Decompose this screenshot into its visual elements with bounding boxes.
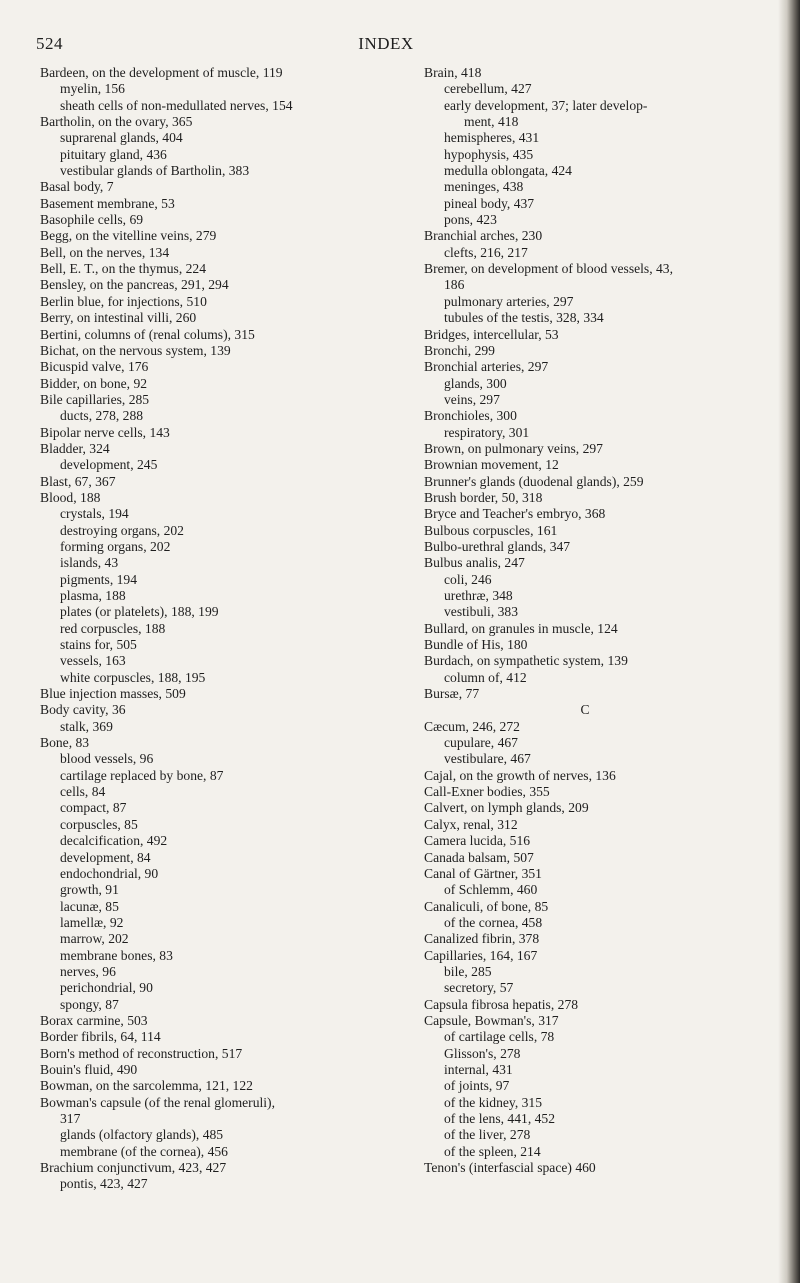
index-subentry: of the lens, 441, 452 bbox=[444, 1111, 556, 1126]
index-subentry: lacunæ, 85 bbox=[60, 898, 119, 914]
index-subentry: pigments, 194 bbox=[60, 571, 138, 587]
index-entry: Bladder, 324 bbox=[40, 440, 110, 456]
index-subentry: red corpuscles, 188 bbox=[60, 620, 166, 636]
index-entry: Brunner's glands (duodenal glands), 259 bbox=[424, 473, 644, 489]
index-entry: Basophile cells, 69 bbox=[40, 212, 144, 228]
index-entry: Call-Exner bodies, 355 bbox=[424, 784, 550, 800]
index-subentry: corpuscles, 85 bbox=[60, 816, 138, 832]
index-subentry: marrow, 202 bbox=[60, 931, 129, 947]
index-subentry: suprarenal glands, 404 bbox=[60, 130, 183, 146]
index-entry: Bardeen, on the development of muscle, 119 bbox=[40, 65, 283, 80]
index-entry: Bulbo-urethral glands, 347 bbox=[424, 538, 571, 554]
index-subentry: compact, 87 bbox=[60, 800, 127, 816]
index-subentry: nerves, 96 bbox=[60, 963, 116, 979]
index-entry: Canaliculi, of bone, 85 bbox=[424, 898, 549, 914]
page-binding-edge bbox=[778, 0, 800, 1283]
index-entry: Bowman, on the sarcolemma, 121, 122 bbox=[40, 1078, 253, 1094]
index-subentry: vestibular glands of Bartholin, 383 bbox=[60, 163, 250, 179]
index-entry: Capsule, Bowman's, 317 bbox=[424, 1012, 559, 1028]
index-subentry: cupulare, 467 bbox=[444, 735, 518, 751]
index-entry: Bichat, on the nervous system, 139 bbox=[40, 342, 231, 358]
index-entry: Bronchioles, 300 bbox=[424, 408, 517, 424]
index-entry: Canalized fibrin, 378 bbox=[424, 931, 540, 947]
index-subentry: urethræ, 348 bbox=[444, 588, 513, 603]
index-subentry: plasma, 188 bbox=[60, 588, 126, 603]
index-entry: Burdach, on sympathetic system, 139 bbox=[424, 653, 628, 669]
index-subentry: respiratory, 301 bbox=[444, 424, 530, 440]
index-entry: Bulbus analis, 247 bbox=[424, 555, 525, 571]
index-subentry: vestibulare, 467 bbox=[444, 751, 531, 767]
index-subentry: lamellæ, 92 bbox=[60, 914, 124, 930]
index-subentry: bile, 285 bbox=[444, 963, 492, 979]
index-entry: Brownian movement, 12 bbox=[424, 457, 559, 473]
index-subentry: 317 bbox=[60, 1111, 81, 1126]
index-column-left bbox=[40, 65, 400, 1193]
index-subentry: decalcification, 492 bbox=[60, 833, 168, 849]
section-letter: C bbox=[580, 702, 590, 718]
index-entry: Bell, on the nerves, 134 bbox=[40, 244, 170, 260]
index-subentry: cartilage replaced by bone, 87 bbox=[60, 767, 224, 783]
index-entry: Bryce and Teacher's embryo, 368 bbox=[424, 506, 606, 522]
index-subentry: Glisson's, 278 bbox=[444, 1045, 521, 1061]
index-subentry: column of, 412 bbox=[444, 669, 527, 685]
index-subentry: hypophysis, 435 bbox=[444, 146, 534, 162]
index-subentry: endochondrial, 90 bbox=[60, 865, 159, 881]
index-subentry: pulmonary arteries, 297 bbox=[444, 293, 574, 309]
index-subentry: stains for, 505 bbox=[60, 637, 137, 653]
index-entry: Cæcum, 246, 272 bbox=[424, 718, 520, 734]
index-entry: Tenon's (interfascial space) 460 bbox=[424, 1160, 596, 1176]
index-subentry: meninges, 438 bbox=[444, 179, 524, 195]
index-entry: Bartholin, on the ovary, 365 bbox=[40, 114, 193, 130]
index-entry: Border fibrils, 64, 114 bbox=[40, 1029, 161, 1045]
index-subentry: stalk, 369 bbox=[60, 718, 113, 734]
index-entry: Canada balsam, 507 bbox=[424, 849, 534, 865]
index-subentry: of joints, 97 bbox=[444, 1078, 510, 1094]
index-subentry: secretory, 57 bbox=[444, 980, 514, 996]
index-subentry: of the cornea, 458 bbox=[444, 914, 543, 930]
index-subentry: of Schlemm, 460 bbox=[444, 882, 538, 898]
index-subentry: ducts, 278, 288 bbox=[60, 408, 144, 424]
index-subentry: growth, 91 bbox=[60, 882, 119, 898]
index-subentry: 186 bbox=[444, 277, 465, 293]
index-entry: Bouin's fluid, 490 bbox=[40, 1061, 138, 1077]
index-subentry: spongy, 87 bbox=[60, 996, 119, 1012]
index-subentry: coli, 246 bbox=[444, 571, 492, 587]
running-title: INDEX bbox=[358, 34, 414, 53]
index-entry: Canal of Gärtner, 351 bbox=[424, 865, 542, 881]
index-subentry: tubules of the testis, 328, 334 bbox=[444, 310, 604, 326]
index-subentry: forming organs, 202 bbox=[60, 538, 171, 554]
index-subentry: ment, 418 bbox=[464, 114, 519, 130]
index-entry: Calvert, on lymph glands, 209 bbox=[424, 800, 589, 816]
index-subentry: pituitary gland, 436 bbox=[60, 146, 167, 162]
index-subentry: early development, 37; later develop- bbox=[444, 97, 648, 113]
index-entry: Bicuspid valve, 176 bbox=[40, 359, 149, 375]
index-entry: Blood, 188 bbox=[40, 489, 101, 505]
index-entry: Borax carmine, 503 bbox=[40, 1012, 148, 1028]
index-entry: Born's method of reconstruction, 517 bbox=[40, 1045, 243, 1061]
index-entry: Bidder, on bone, 92 bbox=[40, 375, 148, 391]
index-entry: Bremer, on development of blood vessels, 43, bbox=[424, 261, 674, 277]
index-entry: Basement membrane, 53 bbox=[40, 195, 175, 211]
index-entry: Bile capillaries, 285 bbox=[40, 391, 150, 407]
index-subentry: of the kidney, 315 bbox=[444, 1094, 543, 1110]
index-entry: Begg, on the vitelline veins, 279 bbox=[40, 228, 217, 244]
index-entry: Bullard, on granules in muscle, 124 bbox=[424, 620, 618, 636]
index-entry: Branchial arches, 230 bbox=[424, 228, 543, 244]
index-entry: Blast, 67, 367 bbox=[40, 473, 116, 489]
index-entry: Bronchial arteries, 297 bbox=[424, 359, 549, 375]
index-entry: Bronchi, 299 bbox=[424, 342, 495, 358]
index-subentry: membrane bones, 83 bbox=[60, 947, 173, 963]
index-entry: Bone, 83 bbox=[40, 735, 90, 751]
index-entry: Bridges, intercellular, 53 bbox=[424, 326, 559, 342]
index-subentry: pineal body, 437 bbox=[444, 195, 535, 211]
index-entry: Calyx, renal, 312 bbox=[424, 816, 518, 832]
index-entry: Cajal, on the growth of nerves, 136 bbox=[424, 767, 616, 783]
index-entry: Body cavity, 36 bbox=[40, 702, 126, 718]
index-subentry: clefts, 216, 217 bbox=[444, 244, 528, 260]
index-entry: Capsula fibrosa hepatis, 278 bbox=[424, 996, 579, 1012]
page-header bbox=[36, 34, 736, 58]
index-subentry: sheath cells of non-medullated nerves, 154 bbox=[60, 97, 293, 113]
index-subentry: glands (olfactory glands), 485 bbox=[60, 1127, 224, 1143]
index-entry: Brush border, 50, 318 bbox=[424, 489, 543, 505]
index-entry: Bulbous corpuscles, 161 bbox=[424, 522, 558, 538]
index-entry: Camera lucida, 516 bbox=[424, 833, 531, 849]
index-entry: Berry, on intestinal villi, 260 bbox=[40, 310, 197, 326]
index-subentry: of the spleen, 214 bbox=[444, 1143, 541, 1159]
index-subentry: glands, 300 bbox=[444, 375, 507, 391]
index-entry: Bowman's capsule (of the renal glomeruli), bbox=[40, 1094, 275, 1110]
index-subentry: cells, 84 bbox=[60, 784, 106, 800]
index-entry: Bundle of His, 180 bbox=[424, 637, 528, 653]
index-subentry: destroying organs, 202 bbox=[60, 522, 184, 538]
index-entry: Blue injection masses, 509 bbox=[40, 686, 186, 702]
index-subentry: perichondrial, 90 bbox=[60, 980, 153, 996]
index-subentry: development, 84 bbox=[60, 849, 151, 865]
index-subentry: development, 245 bbox=[60, 457, 158, 473]
index-subentry: myelin, 156 bbox=[60, 81, 125, 97]
index-column-right bbox=[424, 65, 786, 1176]
index-subentry: crystals, 194 bbox=[60, 506, 129, 522]
index-entry: Capillaries, 164, 167 bbox=[424, 947, 538, 963]
page-number: 524 bbox=[36, 34, 63, 53]
index-subentry: vestibuli, 383 bbox=[444, 604, 519, 620]
index-subentry: medulla oblongata, 424 bbox=[444, 163, 572, 179]
index-entry: Brachium conjunctivum, 423, 427 bbox=[40, 1160, 227, 1176]
index-entry: Bensley, on the pancreas, 291, 294 bbox=[40, 277, 229, 293]
index-subentry: of the liver, 278 bbox=[444, 1127, 531, 1143]
index-subentry: cerebellum, 427 bbox=[444, 81, 532, 97]
index-entry: Brown, on pulmonary veins, 297 bbox=[424, 440, 603, 456]
index-subentry: blood vessels, 96 bbox=[60, 751, 154, 767]
index-entry: Basal body, 7 bbox=[40, 179, 114, 195]
index-entry: Bursæ, 77 bbox=[424, 686, 480, 702]
index-subentry: hemispheres, 431 bbox=[444, 130, 540, 146]
index-subentry: pons, 423 bbox=[444, 212, 497, 228]
index-entry: Bipolar nerve cells, 143 bbox=[40, 424, 170, 440]
index-subentry: white corpuscles, 188, 195 bbox=[60, 669, 206, 685]
index-subentry: islands, 43 bbox=[60, 555, 119, 571]
index-subentry: plates (or platelets), 188, 199 bbox=[60, 604, 219, 620]
index-subentry: internal, 431 bbox=[444, 1061, 513, 1077]
index-subentry: membrane (of the cornea), 456 bbox=[60, 1143, 228, 1159]
index-entry: Bertini, columns of (renal colums), 315 bbox=[40, 326, 255, 342]
index-entry: Berlin blue, for injections, 510 bbox=[40, 293, 207, 309]
index-entry: Brain, 418 bbox=[424, 65, 482, 80]
index-entry: Bell, E. T., on the thymus, 224 bbox=[40, 261, 207, 277]
index-subentry: vessels, 163 bbox=[60, 653, 126, 669]
index-subentry: veins, 297 bbox=[444, 391, 500, 407]
index-subentry: pontis, 423, 427 bbox=[60, 1176, 148, 1192]
index-subentry: of cartilage cells, 78 bbox=[444, 1029, 555, 1045]
